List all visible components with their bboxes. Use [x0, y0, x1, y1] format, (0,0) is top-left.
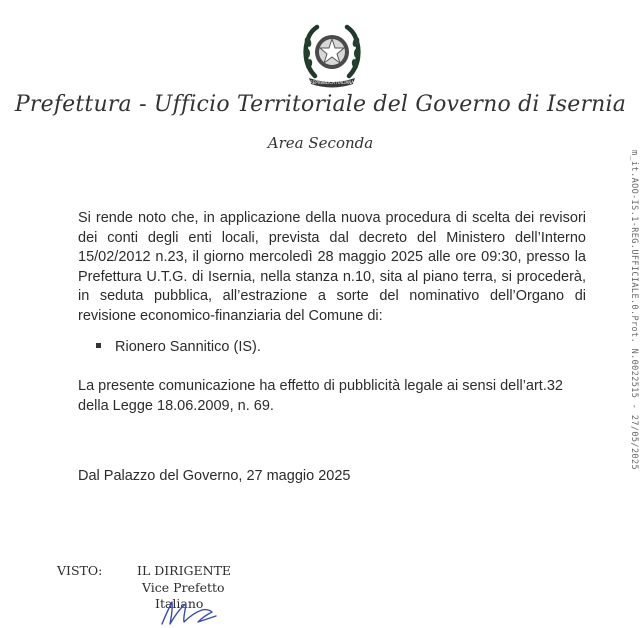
protocol-side-stamp — [626, 150, 641, 628]
office-title: Prefettura - Ufficio Territoriale del Governo di Isernia — [14, 92, 627, 117]
emblem-ribbon-text: REPVBBLICA ITALIANA — [309, 80, 355, 85]
bullet-icon — [96, 343, 101, 348]
italian-republic-emblem-icon — [301, 20, 363, 90]
visto-label: VISTO: — [57, 563, 103, 578]
office-subtitle: Area Seconda — [267, 134, 374, 152]
notice-paragraph: Si rende noto che, in applicazione della nuova procedura di scelta dei revisori dei conti degli enti locali, prevista dal decreto del Ministero dell’Interno 15/02/2012 n.23, il giorno mercoledì 28 maggio 2025 alle ore 09:30, presso la Prefettura U.T.G. di Isernia, nella stanza n.10, sita al piano terra, si procederà, in seduta pubblica, all’estrazione a sorte del nominativo dell’Organo di revisione economico-finanziaria del Comune di: — [78, 210, 586, 324]
protocol-stamp-text: m_it.AOO-IS.1-REG.UFFICIALE.0.Prot. N.0022515 - 27/05/2025 — [629, 150, 639, 471]
date-line: Dal Palazzo del Governo, 27 maggio 2025 — [78, 468, 351, 484]
signer-title: IL DIRIGENTE — [137, 563, 232, 578]
handwritten-signature-icon — [156, 596, 226, 628]
list-item — [96, 339, 261, 355]
municipality-name: Rionero Sannitico (IS). — [115, 339, 261, 355]
signer-name: Italiano — [155, 596, 204, 611]
signer-role: Vice Prefetto — [142, 579, 225, 595]
legal-notice-paragraph: La presente comunicazione ha effetto di pubblicità legale ai sensi dell’art.32 della Legge 18.06.2009, n. 69. — [78, 378, 563, 414]
